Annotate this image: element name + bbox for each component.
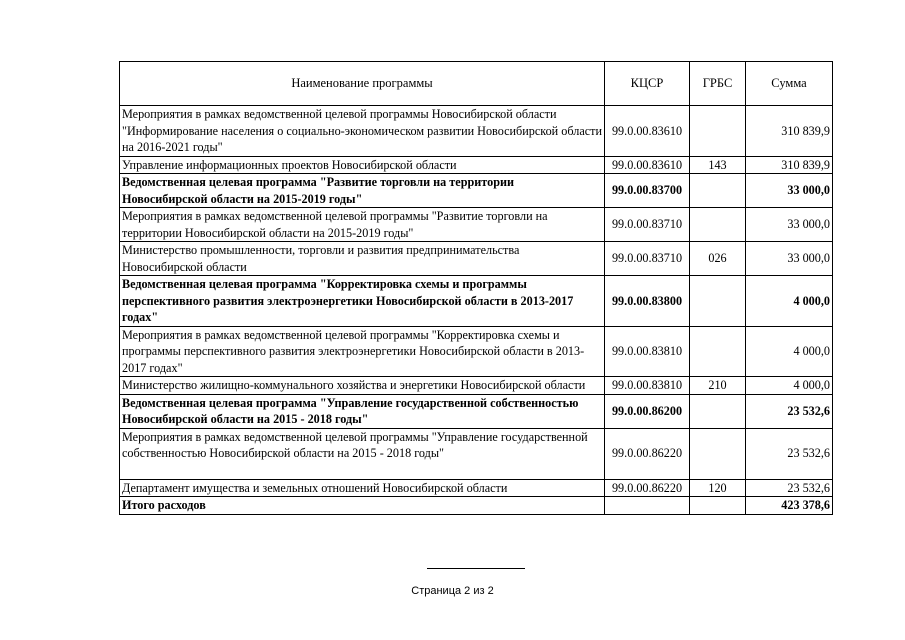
- row-kcsr: 99.0.00.86200: [605, 394, 690, 428]
- row-sum: 4 000,0: [746, 326, 833, 377]
- total-label: Итого расходов: [120, 497, 605, 515]
- row-name: Мероприятия в рамках ведомственной целевой программы "Управление государственной собственностью Новосибирской области на 2015 - 2018 годы": [120, 428, 605, 479]
- row-kcsr: 99.0.00.86220: [605, 479, 690, 497]
- table-row-program: [120, 394, 833, 428]
- row-kcsr: 99.0.00.83700: [605, 174, 690, 208]
- row-name: Ведомственная целевая программа "Управление государственной собственностью Новосибирской области на 2015 - 2018 годы": [120, 394, 605, 428]
- row-kcsr: 99.0.00.83610: [605, 156, 690, 174]
- row-kcsr: 99.0.00.86220: [605, 428, 690, 479]
- table-row: [120, 428, 833, 479]
- row-grbs: 026: [690, 242, 746, 276]
- row-kcsr: 99.0.00.83710: [605, 242, 690, 276]
- row-sum: 23 532,6: [746, 479, 833, 497]
- row-kcsr: 99.0.00.83800: [605, 276, 690, 327]
- total-grbs: [690, 497, 746, 515]
- table-row-program: [120, 276, 833, 327]
- total-kcsr: [605, 497, 690, 515]
- row-grbs: [690, 428, 746, 479]
- table-row: [120, 106, 833, 157]
- total-row: [120, 497, 833, 515]
- header-name: Наименование программы: [120, 62, 605, 106]
- total-sum: 423 378,6: [746, 497, 833, 515]
- row-sum: 4 000,0: [746, 377, 833, 395]
- header-row: [120, 62, 833, 106]
- row-grbs: [690, 276, 746, 327]
- row-name: Министерство жилищно-коммунального хозяйства и энергетики Новосибирской области: [120, 377, 605, 395]
- table-row: [120, 242, 833, 276]
- row-name: Мероприятия в рамках ведомственной целевой программы "Развитие торговли на территории Новосибирской области на 2015-2019 годы": [120, 208, 605, 242]
- row-kcsr: 99.0.00.83610: [605, 106, 690, 157]
- row-name: Министерство промышленности, торговли и развития предпринимательства Новосибирской области: [120, 242, 605, 276]
- row-name: Ведомственная целевая программа "Корректировка схемы и программы перспективного развития электроэнергетики Новосибирской области в 2013-2017 годах": [120, 276, 605, 327]
- footer-divider: [427, 568, 525, 569]
- row-name: Ведомственная целевая программа "Развитие торговли на территории Новосибирской области на 2015-2019 годы": [120, 174, 605, 208]
- table-row: [120, 326, 833, 377]
- header-grbs: ГРБС: [690, 62, 746, 106]
- table-row-program: [120, 174, 833, 208]
- budget-table: [119, 61, 833, 515]
- row-grbs: [690, 326, 746, 377]
- row-kcsr: 99.0.00.83810: [605, 326, 690, 377]
- table-row: [120, 156, 833, 174]
- row-sum: 310 839,9: [746, 156, 833, 174]
- table-row: [120, 479, 833, 497]
- row-sum: 310 839,9: [746, 106, 833, 157]
- table-row: [120, 208, 833, 242]
- row-grbs: 120: [690, 479, 746, 497]
- row-sum: 33 000,0: [746, 174, 833, 208]
- row-grbs: 143: [690, 156, 746, 174]
- row-grbs: [690, 174, 746, 208]
- row-sum: 33 000,0: [746, 242, 833, 276]
- row-sum: 23 532,6: [746, 394, 833, 428]
- page-number: Страница 2 из 2: [411, 585, 494, 597]
- table-row: [120, 377, 833, 395]
- row-kcsr: 99.0.00.83710: [605, 208, 690, 242]
- row-grbs: 210: [690, 377, 746, 395]
- row-grbs: [690, 394, 746, 428]
- row-name: Мероприятия в рамках ведомственной целевой программы "Корректировка схемы и программы перспективного развития электроэнергетики Новосибирской области в 2013-2017 годах": [120, 326, 605, 377]
- row-name: Управление информационных проектов Новосибирской области: [120, 156, 605, 174]
- row-grbs: [690, 106, 746, 157]
- row-sum: 33 000,0: [746, 208, 833, 242]
- header-kcsr: КЦСР: [605, 62, 690, 106]
- row-grbs: [690, 208, 746, 242]
- header-sum: Сумма: [746, 62, 833, 106]
- row-name: Департамент имущества и земельных отношений Новосибирской области: [120, 479, 605, 497]
- row-sum: 4 000,0: [746, 276, 833, 327]
- row-sum: 23 532,6: [746, 428, 833, 479]
- row-name: Мероприятия в рамках ведомственной целевой программы Новосибирской области "Информирование населения о социально-экономическом развитии Новосибирской области на 2016-2021 годы": [120, 106, 605, 157]
- row-kcsr: 99.0.00.83810: [605, 377, 690, 395]
